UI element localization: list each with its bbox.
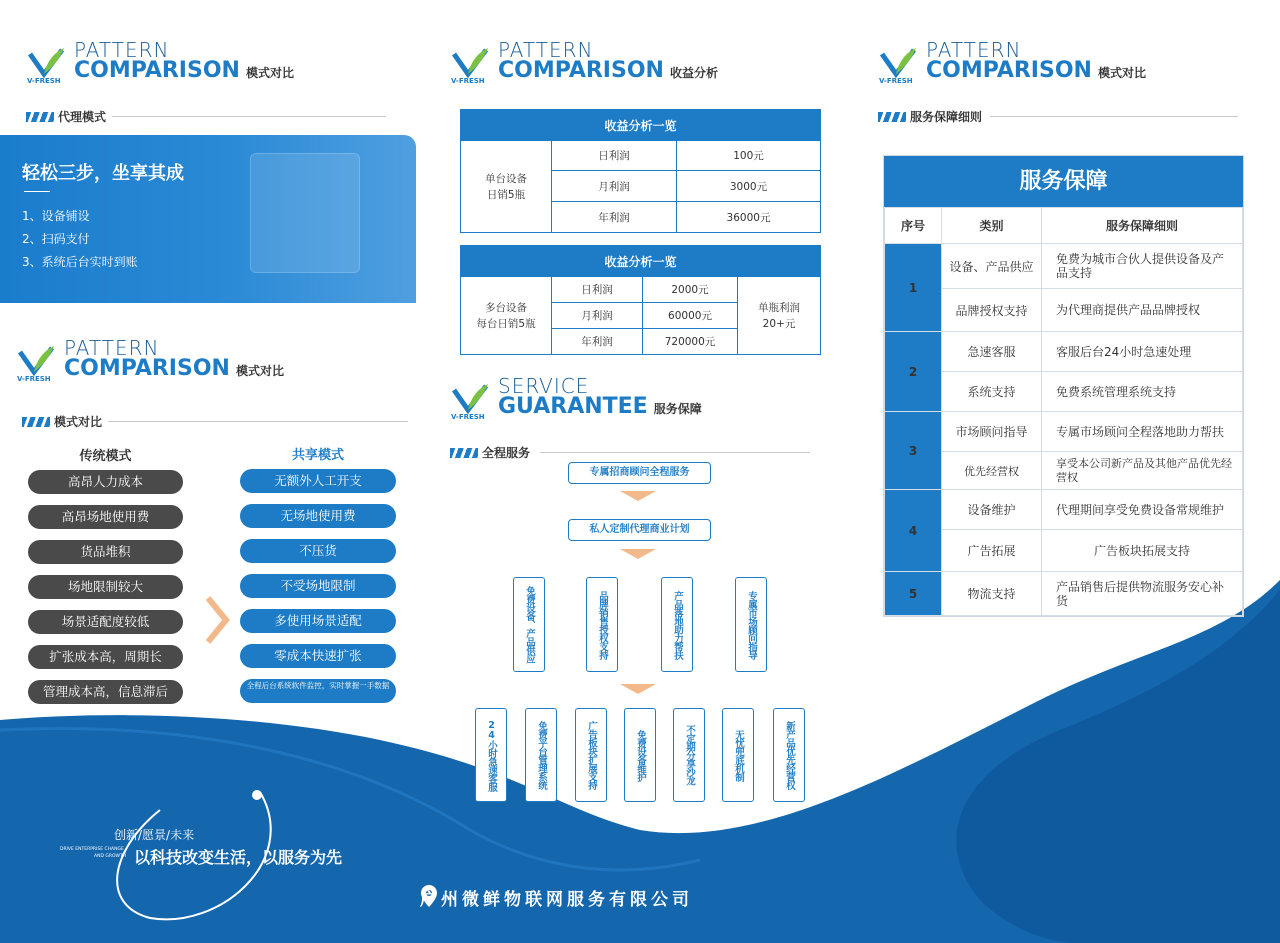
flow-step-1: 专属招商顾问全程服务: [568, 462, 711, 484]
pattern-text: PATTERN: [64, 336, 160, 360]
guarantee-text: GUARANTEE: [498, 394, 648, 419]
revenue-table-single: [460, 109, 821, 233]
service-category: 广告拓展: [942, 530, 1042, 572]
service-number: 4: [885, 490, 942, 572]
service-text: SERVICE: [498, 374, 590, 398]
pattern-text: PATTERN: [926, 38, 1022, 62]
shared-item: 无额外人工开支: [240, 469, 396, 493]
shared-item: 全程后台系统软件监控，实时掌握一手数据: [240, 679, 396, 703]
agent-step: 1、设备铺设: [22, 209, 90, 223]
section-service-detail: [878, 108, 1238, 124]
slogan-big: 以科技改变生活，以服务为先: [134, 848, 343, 867]
slogan-tiny: AND GROWTH: [94, 854, 127, 859]
flow-box: 免费设备维护: [624, 708, 656, 802]
revenue-note: 单瓶利润 20+元: [738, 277, 821, 355]
arrow-down-icon: [620, 491, 656, 501]
traditional-item: 高昂人力成本: [28, 470, 183, 494]
revenue-cell: 日利润: [552, 141, 677, 171]
revenue-table-multi: [460, 245, 821, 355]
section-title: 服务保障细则: [910, 110, 983, 124]
flow-box: 广告板块扩展支持: [575, 708, 607, 802]
revenue-cell: 年利润: [552, 202, 677, 233]
shared-item: 不受场地限制: [240, 574, 396, 598]
section-title: 代理模式: [58, 110, 107, 124]
agent-step: 3、系统后台实时到账: [22, 255, 138, 269]
flow-box: 新产品优先经营权: [773, 708, 805, 802]
right-header: [878, 40, 1178, 90]
shared-item: 无场地使用费: [240, 504, 396, 528]
header-subtitle: 模式对比: [235, 364, 284, 378]
header-subtitle: 模式对比: [1097, 66, 1146, 80]
header-subtitle: 模式对比: [245, 66, 294, 80]
slogan-small: 创新/愿景/未来: [114, 828, 195, 842]
logo-text: V-FRESH: [17, 375, 51, 383]
arrow-down-icon: [620, 549, 656, 559]
revenue-table-title: 收益分析一览: [461, 246, 821, 277]
service-category: 系统支持: [942, 372, 1042, 412]
section-bars-icon: [878, 112, 906, 122]
agent-panel: [0, 135, 416, 303]
service-detail: 享受本公司新产品及其他产品优先经营权: [1042, 452, 1243, 490]
service-detail: 免费系统管理系统支持: [1042, 372, 1243, 412]
service-category: 品牌授权支持: [942, 289, 1042, 332]
revenue-cell: 月利润: [552, 303, 643, 329]
chevron-right-icon: [206, 596, 230, 644]
section-bars-icon: [22, 417, 50, 427]
service-category: 设备、产品供应: [942, 244, 1042, 289]
left-mid-header: [16, 338, 316, 388]
flow-box: 不定期分享沙龙: [673, 708, 705, 802]
logo-text: V-FRESH: [879, 77, 913, 85]
shared-item: 不压货: [240, 539, 396, 563]
revenue-cell: 720000元: [643, 329, 738, 355]
revenue-cell: 年利润: [552, 329, 643, 355]
service-detail: 专属市场顾问全程落地助力帮扶: [1042, 412, 1243, 452]
agent-panel-title: 轻松三步，坐享其成: [22, 163, 184, 184]
service-category: 急速客服: [942, 332, 1042, 372]
logo-text: V-FRESH: [451, 77, 485, 85]
company-name: 广州微鲜物联网服务有限公司: [420, 890, 693, 910]
service-detail: 广告板块拓展支持: [1042, 530, 1243, 572]
service-detail: 产品销售后提供物流服务安心补货: [1042, 572, 1243, 616]
section-bars-icon: [450, 448, 478, 458]
service-category: 物流支持: [942, 572, 1042, 616]
section-agent-mode: [26, 108, 386, 124]
header-subtitle: 服务保障: [653, 402, 702, 416]
section-full-service: [450, 444, 810, 460]
slogan-tiny: DRIVE ENTERPRISE CHANGE: [60, 847, 124, 852]
flow-box: 专属市场顾问指导: [735, 577, 767, 672]
traditional-item: 高昂场地使用费: [28, 505, 183, 529]
flow-box: 24小时急速客服: [475, 708, 507, 802]
comparison-text: COMPARISON: [926, 58, 1092, 83]
pattern-text: PATTERN: [74, 38, 170, 62]
traditional-item: 货品堆积: [28, 540, 183, 564]
service-table-title: 服务保障: [884, 156, 1243, 207]
service-category: 市场顾问指导: [942, 412, 1042, 452]
traditional-title: 传统模式: [79, 449, 132, 464]
left-top-header: [26, 40, 326, 90]
service-detail: 客服后台24小时急速处理: [1042, 332, 1243, 372]
revenue-cell: 100元: [677, 141, 821, 171]
flow-box: 品牌销售授权支持: [586, 577, 618, 672]
service-header-cell: 序号: [885, 208, 942, 244]
comparison-text: COMPARISON: [74, 58, 240, 83]
middle-service-header: [450, 376, 750, 426]
agent-step: 2、扫码支付: [22, 232, 90, 246]
section-title: 全程服务: [482, 446, 531, 460]
flow-box: 无忧兜底机制: [722, 708, 754, 802]
revenue-cell: 月利润: [552, 171, 677, 202]
logo-text: V-FRESH: [451, 413, 485, 421]
traditional-item: 管理成本高，信息滞后: [28, 680, 183, 704]
pattern-text: PATTERN: [498, 38, 594, 62]
middle-header: [450, 40, 750, 90]
revenue-label: 单台设备 日销5瓶: [461, 141, 552, 233]
traditional-item: 场地限制较大: [28, 575, 183, 599]
revenue-table-title: 收益分析一览: [461, 110, 821, 141]
service-category: 设备维护: [942, 490, 1042, 530]
flow-box: 免费设备、产品供应: [513, 577, 545, 672]
service-category: 优先经营权: [942, 452, 1042, 490]
section-title: 模式对比: [54, 415, 103, 429]
section-mode-compare: [22, 413, 412, 429]
revenue-label: 多台设备 每台日销5瓶: [461, 277, 552, 355]
flow-box: 产品落地助力帮扶: [661, 577, 693, 672]
traditional-item: 扩张成本高，周期长: [28, 645, 183, 669]
service-detail: 代理期间享受免费设备常规维护: [1042, 490, 1243, 530]
comparison-text: COMPARISON: [498, 58, 664, 83]
service-header-cell: 服务保障细则: [1042, 208, 1243, 244]
header-subtitle: 收益分析: [669, 66, 718, 80]
revenue-cell: 36000元: [677, 202, 821, 233]
service-number: 2: [885, 332, 942, 412]
device-image: [250, 153, 360, 273]
service-number: 3: [885, 412, 942, 490]
service-table: [883, 155, 1244, 617]
service-number: 1: [885, 244, 942, 332]
service-detail: 为代理商提供产品品牌授权: [1042, 289, 1243, 332]
service-header-cell: 类别: [942, 208, 1042, 244]
revenue-cell: 3000元: [677, 171, 821, 202]
flow-step-2: 私人定制代理商业计划: [568, 519, 711, 541]
service-number: 5: [885, 572, 942, 616]
arrow-down-icon: [620, 684, 656, 694]
section-bars-icon: [26, 112, 54, 122]
revenue-cell: 日利润: [552, 277, 643, 303]
divider: [24, 191, 50, 192]
traditional-item: 场景适配度较低: [28, 610, 183, 634]
shared-title: 共享模式: [291, 448, 344, 463]
shared-item: 多使用场景适配: [240, 609, 396, 633]
revenue-cell: 2000元: [643, 277, 738, 303]
service-detail: 免费为城市合伙人提供设备及产品支持: [1042, 244, 1243, 289]
revenue-cell: 60000元: [643, 303, 738, 329]
comparison-text: COMPARISON: [64, 356, 230, 381]
shared-item: 零成本快速扩张: [240, 644, 396, 668]
logo-text: V-FRESH: [27, 77, 61, 85]
flow-box: 免费平台管理系统: [525, 708, 557, 802]
